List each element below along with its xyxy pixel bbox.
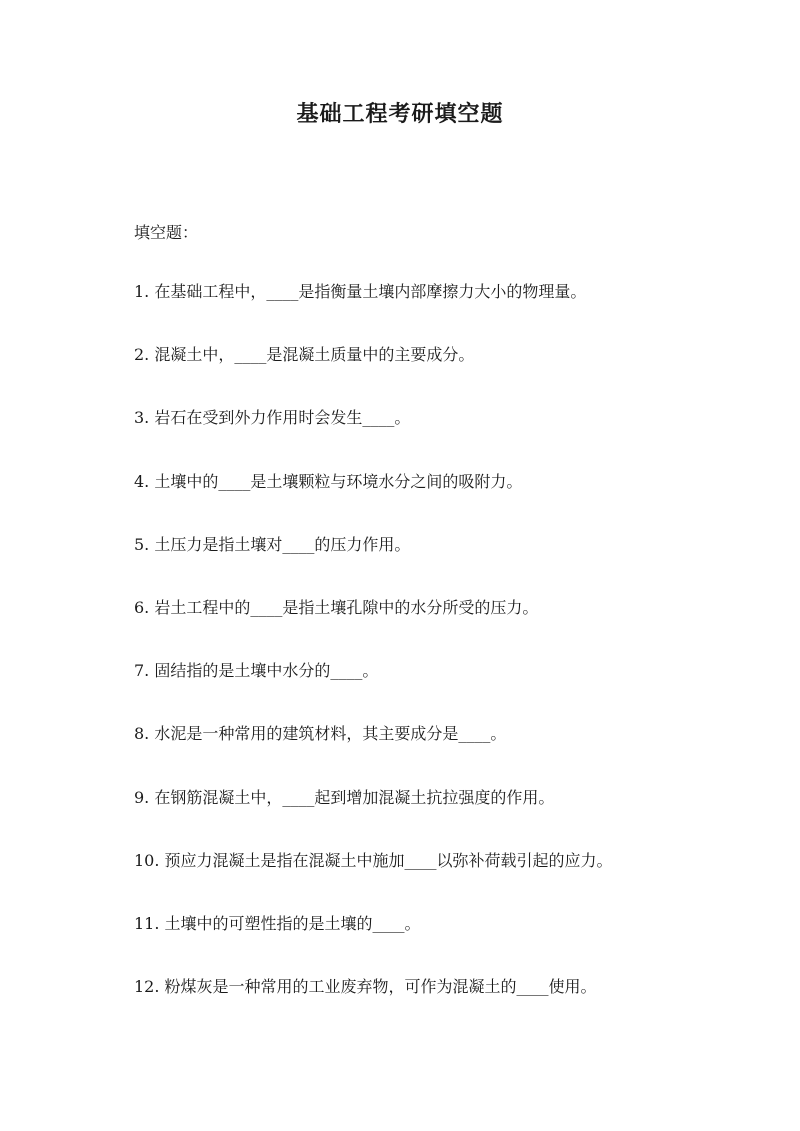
document-title: 基础工程考研填空题 — [296, 101, 504, 127]
question-item: 4. 土壤中的____是土壤颗粒与环境水分之间的吸附力。 — [134, 471, 523, 491]
question-item: 2. 混凝土中，____是混凝土质量中的主要成分。 — [134, 345, 475, 365]
question-item: 9. 在钢筋混凝土中，____起到增加混凝土抗拉强度的作用。 — [134, 787, 555, 807]
question-item: 1. 在基础工程中，____是指衡量土壤内部摩擦力大小的物理量。 — [134, 282, 587, 301]
question-item: 5. 土压力是指土壤对____的压力作用。 — [134, 534, 411, 554]
question-item: 10. 预应力混凝土是指在混凝土中施加____以弥补荷载引起的应力。 — [134, 850, 613, 870]
question-item: 12. 粉煤灰是一种常用的工业废弃物，可作为混凝土的____使用。 — [134, 977, 597, 997]
question-list — [134, 281, 754, 1039]
question-item: 8. 水泥是一种常用的建筑材料，其主要成分是____。 — [134, 724, 507, 744]
question-item: 11. 土壤中的可塑性指的是土壤的____。 — [134, 913, 421, 933]
question-item: 7. 固结指的是土壤中水分的____。 — [134, 661, 379, 681]
section-label: 填空题： — [134, 223, 199, 242]
question-item: 6. 岩土工程中的____是指土壤孔隙中的水分所受的压力。 — [134, 597, 539, 617]
question-item: 3. 岩石在受到外力作用时会发生____。 — [134, 408, 411, 428]
